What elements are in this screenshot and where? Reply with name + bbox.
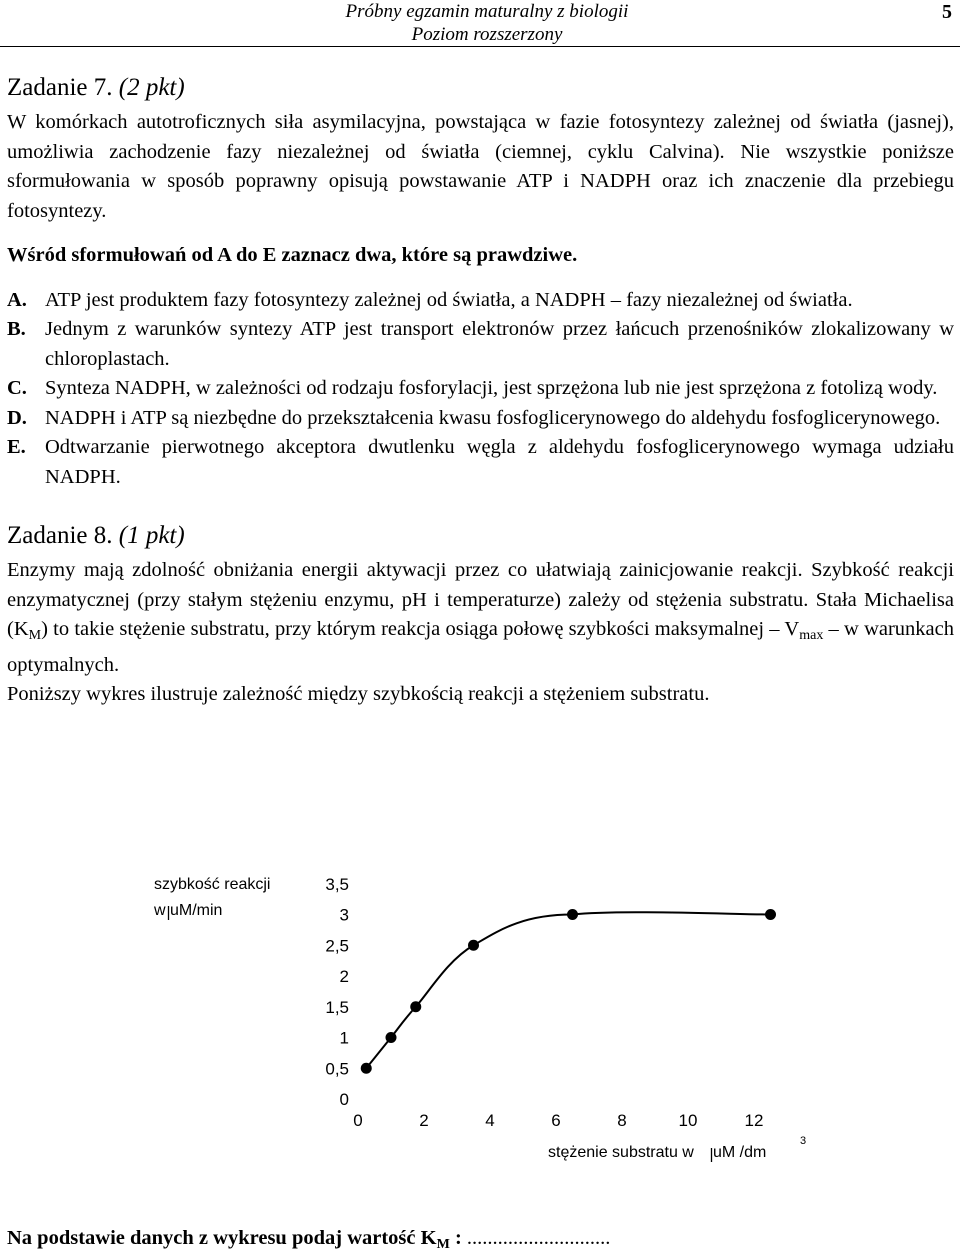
y-tick-label: 3,5 (325, 874, 349, 894)
task8-description (7, 556, 954, 680)
answer-km-subscript: M (436, 1237, 450, 1252)
chart-svg (0, 860, 960, 1180)
exam-level: Poziom rozszerzony (411, 24, 563, 45)
x-tick-label: 12 (744, 1111, 764, 1130)
series-line (366, 912, 770, 1068)
y-axis-label-line1: szybkość reakcji (154, 876, 271, 893)
task8-answer-line (7, 1226, 610, 1257)
y-tick-label: 1,5 (325, 997, 349, 1017)
y-tick-label: 3 (339, 905, 349, 925)
option-letter: B. (7, 318, 26, 340)
option-e[interactable] (7, 433, 954, 492)
vmax-subscript: max (799, 628, 824, 643)
data-point (567, 909, 578, 920)
x-tick-label: 2 (419, 1111, 429, 1130)
x-tick-label: 8 (617, 1111, 627, 1130)
x-tick-label: 10 (678, 1111, 698, 1130)
y-tick-label: 0 (339, 1090, 349, 1109)
header-divider (0, 46, 960, 47)
option-letter: D. (7, 406, 27, 429)
x-tick-label: 4 (485, 1111, 495, 1130)
option-text: ATP jest produktem fazy fotosyntezy zależnej od światła, a NADPH – fazy niezależnej od światła. (45, 288, 853, 311)
option-a[interactable] (7, 286, 954, 316)
answer-prompt: Na podstawie danych z wykresu podaj wartość K (7, 1227, 437, 1249)
task8-chart-intro: Poniższy wykres ilustruje zależność między szybkością reakcji a stężeniem substratu. (7, 683, 710, 705)
option-letter: E. (7, 436, 26, 458)
option-d[interactable] (7, 404, 954, 434)
y-tick-label: 0,5 (325, 1059, 349, 1079)
y-tick-label: 2 (339, 967, 349, 986)
x-axis-label-superscript: 3 (800, 1135, 807, 1147)
option-text: Jednym z warunków syntezy ATP jest transport elektronów przez łańcuch przenośników zlokalizowany w chloroplastach. (45, 318, 954, 370)
task7-instruction: Wśród sformułowań od A do E zaznacz dwa, które są prawdziwe. (7, 244, 578, 266)
data-point (765, 909, 776, 920)
x-axis-label-unit: uM /dm (713, 1144, 767, 1161)
data-point (386, 1032, 397, 1043)
task8-points: (1 pkt) (118, 522, 185, 549)
y-tick-label: 1 (339, 1028, 349, 1048)
task7-heading (7, 68, 954, 108)
task8-text-1: Enzymy mają zdolność obniżania energii aktywacji przez co ułatwiają zainicjowanie reakcji. Szybkość reakcji enzymatycznej (przy stałym stężeniu enzymu, pH i temperaturze) zależy od stężenia substratu. Stała Michaelisa (K (7, 559, 954, 640)
task8-heading (7, 516, 954, 556)
answer-colon: : (449, 1227, 462, 1249)
option-text: Synteza NADPH, w zależności od rodzaju fosforylacji, jest sprzężona lub nie jest sprzężona z fotolizą wody. (45, 377, 938, 399)
enzyme-kinetics-chart (0, 860, 960, 1180)
option-b[interactable] (7, 315, 954, 374)
page-header (0, 0, 960, 48)
page-content (7, 68, 954, 710)
x-axis-label-text: stężenie substratu w (548, 1144, 694, 1161)
y-tick-label: 2,5 (325, 936, 349, 956)
y-axis-label-unit: uM/min (170, 902, 223, 919)
option-c[interactable] (7, 374, 954, 404)
task8-text-2: ) to takie stężenie substratu, przy którym reakcja osiąga połowę szybkości maksymalnej – V (41, 618, 800, 640)
x-tick-label: 6 (551, 1111, 561, 1130)
task8-text-3: – w warunkach optymalnych. (7, 618, 954, 676)
option-text: Odtwarzanie pierwotnego akceptora dwutlenku węgla z aldehydu fosfoglicerynowego wymaga udziału NADPH. (45, 436, 954, 488)
answer-field[interactable]: ............................ (466, 1227, 611, 1249)
data-point (410, 1001, 421, 1012)
x-tick-label: 0 (353, 1111, 363, 1130)
option-letter: A. (7, 288, 27, 311)
option-text: NADPH i ATP są niezbędne do przekształcenia kwasu fosfoglicerynowego do aldehydu fosfoglicerynowego. (45, 406, 941, 429)
data-point (361, 1063, 372, 1074)
task7-points: (2 pkt) (118, 74, 185, 101)
spacer (7, 492, 954, 516)
task7-title: Zadanie 7. (7, 74, 113, 101)
option-letter: C. (7, 377, 27, 399)
y-axis-label-w: w (154, 902, 166, 919)
exam-title: Próbny egzamin maturalny z biologii (345, 1, 629, 22)
task7-intro: W komórkach autotroficznych siła asymilacyjna, powstająca w fazie fotosyntezy zależnej od światła (jasnej), umożliwia zachodzenie fazy niezależnej od światła (ciemnej, cyklu Calvina). Nie wszystkie poniższe sformułowania w sposób poprawny opisują powstawanie ATP i NADPH oraz ich znaczenie dla przebiegu fotosyntezy. (7, 111, 954, 222)
km-subscript: M (28, 628, 42, 643)
task8-title: Zadanie 8. (7, 522, 113, 549)
data-point (468, 940, 479, 951)
page-number: 5 (942, 1, 952, 23)
